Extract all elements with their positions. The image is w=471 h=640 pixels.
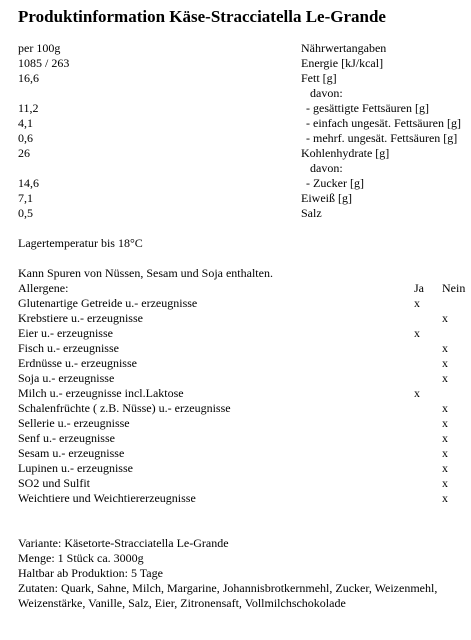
nutrition-per-100g-label: per 100g (18, 41, 61, 55)
allergen-name: Sellerie u.- erzeugnisse (18, 416, 130, 430)
carbohydrates-davon-label: davon: (310, 161, 343, 175)
allergen-header: Allergene: (18, 281, 69, 295)
allergen-no-mark: x (442, 491, 448, 505)
allergen-no-mark: x (442, 461, 448, 475)
sugar-value: 14,6 (18, 176, 39, 190)
salt-label: Salz (301, 206, 322, 220)
fat-label: Fett [g] (301, 71, 337, 85)
monounsaturated-fat-value: 4,1 (18, 116, 33, 130)
polyunsaturated-fat-value: 0,6 (18, 131, 33, 145)
allergen-no-mark: x (442, 476, 448, 490)
allergen-name: Schalenfrüchte ( z.B. Nüsse) u.- erzeugnisse (18, 401, 231, 415)
product-quantity: Menge: 1 Stück ca. 3000g (18, 551, 144, 565)
allergen-no-mark: x (442, 356, 448, 370)
product-ingredients-line-1: Zutaten: Quark, Sahne, Milch, Margarine, Johannisbrotkernmehl, Zucker, Weizenmehl, (18, 581, 438, 595)
product-variant: Variante: Käsetorte-Stracciatella Le-Grande (18, 536, 229, 550)
allergen-no-mark: x (442, 446, 448, 460)
allergen-name: Fisch u.- erzeugnisse (18, 341, 119, 355)
allergen-name: Milch u.- erzeugnisse incl.Laktose (18, 386, 184, 400)
energy-label: Energie [kJ/kcal] (301, 56, 384, 70)
monounsaturated-fat-label: - einfach ungesät. Fettsäuren [g] (306, 116, 461, 130)
allergen-col-no: Nein (442, 281, 466, 295)
allergen-no-mark: x (442, 371, 448, 385)
storage-temperature: Lagertemperatur bis 18°C (18, 236, 143, 250)
traces-notice: Kann Spuren von Nüssen, Sesam und Soja enthalten. (18, 266, 273, 280)
allergen-name: Eier u.- erzeugnisse (18, 326, 113, 340)
fat-value: 16,6 (18, 71, 39, 85)
allergen-name: Krebstiere u.- erzeugnisse (18, 311, 143, 325)
allergen-no-mark: x (442, 401, 448, 415)
product-shelf-life: Haltbar ab Produktion: 5 Tage (18, 566, 163, 580)
allergen-name: Weichtiere und Weichtiererzeugnisse (18, 491, 196, 505)
allergen-name: SO2 und Sulfit (18, 476, 91, 490)
sugar-label: - Zucker [g] (306, 176, 364, 190)
allergen-no-mark: x (442, 431, 448, 445)
product-ingredients-line-2: Weizenstärke, Vanille, Salz, Eier, Zitronensaft, Vollmilchschokolade (18, 596, 346, 610)
saturated-fat-label: - gesättigte Fettsäuren [g] (306, 101, 429, 115)
allergen-name: Erdnüsse u.- erzeugnisse (18, 356, 137, 370)
allergen-name: Senf u.- erzeugnisse (18, 431, 115, 445)
salt-value: 0,5 (18, 206, 33, 220)
protein-label: Eiweiß [g] (301, 191, 352, 205)
allergen-col-yes: Ja (414, 281, 424, 295)
energy-value: 1085 / 263 (18, 56, 70, 70)
carbohydrates-value: 26 (18, 146, 30, 160)
carbohydrates-label: Kohlenhydrate [g] (301, 146, 390, 160)
allergen-name: Glutenartige Getreide u.- erzeugnisse (18, 296, 198, 310)
nutrition-header: Nährwertangaben (301, 41, 387, 55)
allergen-yes-mark: x (414, 386, 420, 400)
allergen-no-mark: x (442, 416, 448, 430)
fat-davon-label: davon: (310, 86, 343, 100)
allergen-yes-mark: x (414, 296, 420, 310)
allergen-yes-mark: x (414, 326, 420, 340)
allergen-name: Soja u.- erzeugnisse (18, 371, 115, 385)
page-title: Produktinformation Käse-Stracciatella Le-Grande (18, 7, 386, 26)
polyunsaturated-fat-label: - mehrf. ungesät. Fettsäuren [g] (306, 131, 458, 145)
protein-value: 7,1 (18, 191, 33, 205)
allergen-name: Sesam u.- erzeugnisse (18, 446, 125, 460)
allergen-no-mark: x (442, 341, 448, 355)
saturated-fat-value: 11,2 (18, 101, 39, 115)
allergen-no-mark: x (442, 311, 448, 325)
allergen-name: Lupinen u.- erzeugnisse (18, 461, 133, 475)
